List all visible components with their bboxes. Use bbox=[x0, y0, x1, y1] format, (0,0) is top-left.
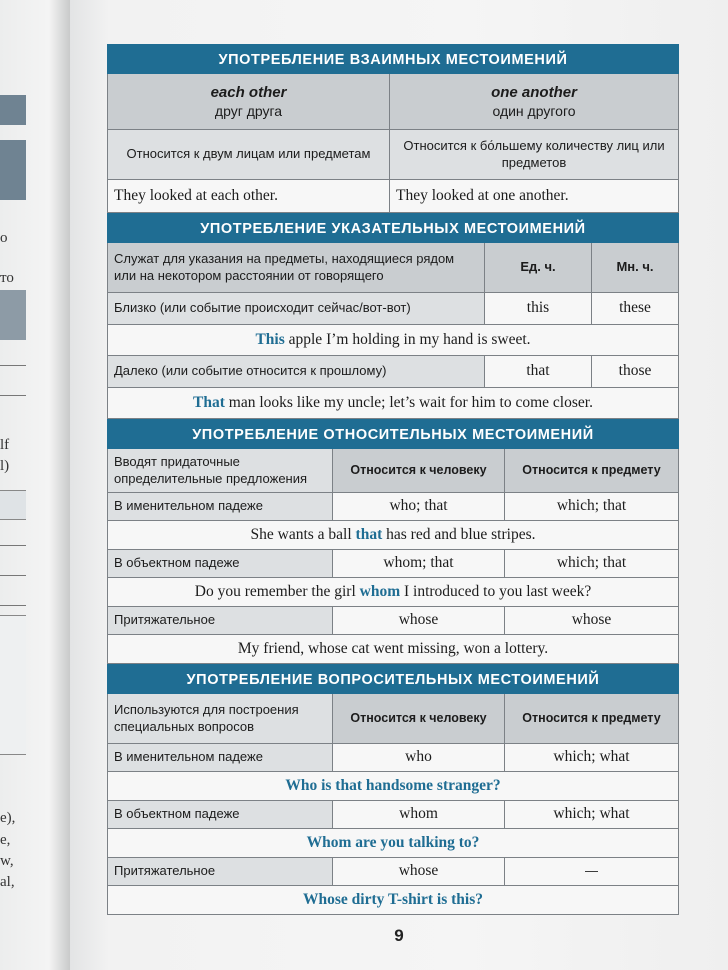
interrogative-objective-example: Whom are you talking to? bbox=[107, 829, 679, 858]
interrogative-possessive-label: Притяжательное bbox=[107, 858, 333, 886]
left-page-line bbox=[0, 365, 26, 366]
example-text: She wants a ball bbox=[250, 526, 356, 543]
left-page-line bbox=[0, 575, 26, 576]
left-page-text: e, bbox=[0, 832, 11, 848]
each-other-example: They looked at each other. bbox=[107, 180, 390, 213]
interrogative-possessive-thing: — bbox=[505, 858, 679, 886]
interrogative-possessive-row bbox=[107, 858, 679, 886]
left-page-line bbox=[0, 605, 26, 606]
relative-nominative-example bbox=[107, 521, 679, 550]
left-page-strip bbox=[0, 95, 26, 125]
each-other-cell bbox=[107, 74, 390, 130]
near-singular: this bbox=[485, 293, 592, 325]
left-page-text: al, bbox=[0, 874, 15, 890]
left-page-text: w, bbox=[0, 853, 14, 869]
near-row bbox=[107, 293, 679, 325]
demonstrative-header-row bbox=[107, 243, 679, 293]
example-highlight: whom bbox=[359, 583, 401, 600]
each-other-term: each other bbox=[210, 83, 287, 101]
example-text: has red and blue stripes. bbox=[382, 526, 536, 543]
interrogative-objective-person: whom bbox=[333, 801, 505, 829]
far-plural: those bbox=[592, 356, 679, 388]
left-page-text: lf bbox=[0, 437, 10, 453]
relative-possessive-row bbox=[107, 607, 679, 635]
relative-nominative-person: who; that bbox=[333, 493, 505, 521]
plural-header: Мн. ч. bbox=[592, 243, 679, 293]
one-another-example: They looked at one another. bbox=[390, 180, 679, 213]
interrogative-nominative-person: who bbox=[333, 744, 505, 772]
far-row bbox=[107, 356, 679, 388]
interrogative-objective-label: В объектном падеже bbox=[107, 801, 333, 829]
example-highlight: that bbox=[355, 526, 383, 543]
section-title-interrogative: УПОТРЕБЛЕНИЕ ВОПРОСИТЕЛЬНЫХ МЕСТОИМЕНИЙ bbox=[107, 664, 679, 694]
relative-possessive-label: Притяжательное bbox=[107, 607, 333, 635]
left-page-text: о bbox=[0, 230, 8, 246]
reciprocal-desc-row bbox=[107, 130, 679, 180]
interrogative-desc: Используются для построения специальных вопросов bbox=[107, 694, 333, 744]
previous-page-edge bbox=[0, 0, 70, 970]
relative-objective-thing: which; that bbox=[505, 550, 679, 578]
interrogative-possessive-example: Whose dirty T-shirt is this? bbox=[107, 886, 679, 915]
example-text: Do you remember the girl bbox=[194, 583, 360, 600]
interrogative-header-row bbox=[107, 694, 679, 744]
near-example-text: apple I’m holding in my hand is sweet. bbox=[284, 331, 531, 348]
reciprocal-example-row bbox=[107, 180, 679, 213]
left-page-box bbox=[0, 615, 26, 755]
left-page-strip bbox=[0, 140, 26, 200]
relative-objective-person: whom; that bbox=[333, 550, 505, 578]
left-page-text: l) bbox=[0, 458, 10, 474]
interrogative-nominative-label: В именительном падеже bbox=[107, 744, 333, 772]
interrogative-nominative-example: Who is that handsome stranger? bbox=[107, 772, 679, 801]
far-example bbox=[107, 388, 679, 419]
relative-objective-example bbox=[107, 578, 679, 607]
singular-header: Ед. ч. bbox=[485, 243, 592, 293]
interrogative-possessive-person: whose bbox=[333, 858, 505, 886]
near-plural: these bbox=[592, 293, 679, 325]
grammar-table bbox=[107, 44, 679, 915]
left-page-line bbox=[0, 395, 26, 396]
one-another-translation: один другого bbox=[492, 103, 576, 120]
relative-possessive-person: whose bbox=[333, 607, 505, 635]
far-singular: that bbox=[485, 356, 592, 388]
reciprocal-header-row bbox=[107, 74, 679, 130]
far-example-highlight: That bbox=[193, 394, 225, 411]
one-another-cell bbox=[390, 74, 679, 130]
left-page-line bbox=[0, 545, 26, 546]
example-text: I introduced to you last week? bbox=[400, 583, 592, 600]
far-label: Далеко (или событие относится к прошлому) bbox=[107, 356, 485, 388]
interrogative-objective-thing: which; what bbox=[505, 801, 679, 829]
section-title-reciprocal: УПОТРЕБЛЕНИЕ ВЗАИМНЫХ МЕСТОИМЕНИЙ bbox=[107, 44, 679, 74]
interrogative-nominative-row bbox=[107, 744, 679, 772]
each-other-desc: Относится к двум лицам или предметам bbox=[107, 130, 390, 180]
near-example-highlight: This bbox=[255, 331, 285, 348]
relative-desc: Вводят придаточные определительные предложения bbox=[107, 449, 333, 493]
textbook-page bbox=[70, 0, 728, 970]
each-other-translation: друг друга bbox=[214, 103, 283, 120]
left-page-text: e), bbox=[0, 810, 16, 826]
interrogative-objective-row bbox=[107, 801, 679, 829]
relative-thing-header: Относится к предмету bbox=[505, 449, 679, 493]
relative-possessive-thing: whose bbox=[505, 607, 679, 635]
relative-nominative-label: В именительном падеже bbox=[107, 493, 333, 521]
left-page-box bbox=[0, 490, 26, 520]
far-example-text: man looks like my uncle; let’s wait for him to come closer. bbox=[224, 394, 593, 411]
near-example bbox=[107, 325, 679, 356]
demonstrative-desc: Служат для указания на предметы, находящиеся рядом или на некотором расстоянии от говорящего bbox=[107, 243, 485, 293]
near-label: Близко (или событие происходит сейчас/вот-вот) bbox=[107, 293, 485, 325]
relative-nominative-thing: which; that bbox=[505, 493, 679, 521]
interrogative-thing-header: Относится к предмету bbox=[505, 694, 679, 744]
section-title-relative: УПОТРЕБЛЕНИЕ ОТНОСИТЕЛЬНЫХ МЕСТОИМЕНИЙ bbox=[107, 419, 679, 449]
relative-header-row bbox=[107, 449, 679, 493]
interrogative-nominative-thing: which; what bbox=[505, 744, 679, 772]
relative-nominative-row bbox=[107, 493, 679, 521]
relative-person-header: Относится к человеку bbox=[333, 449, 505, 493]
one-another-desc: Относится к бо́льшему количеству лиц или предметов bbox=[390, 130, 679, 180]
relative-objective-row bbox=[107, 550, 679, 578]
left-page-strip bbox=[0, 290, 26, 340]
one-another-term: one another bbox=[491, 83, 577, 101]
page-number: 9 bbox=[394, 926, 404, 945]
left-page-text: то bbox=[0, 270, 14, 286]
section-title-demonstrative: УПОТРЕБЛЕНИЕ УКАЗАТЕЛЬНЫХ МЕСТОИМЕНИЙ bbox=[107, 213, 679, 243]
interrogative-person-header: Относится к человеку bbox=[333, 694, 505, 744]
relative-objective-label: В объектном падеже bbox=[107, 550, 333, 578]
relative-possessive-example: My friend, whose cat went missing, won a lottery. bbox=[107, 635, 679, 664]
